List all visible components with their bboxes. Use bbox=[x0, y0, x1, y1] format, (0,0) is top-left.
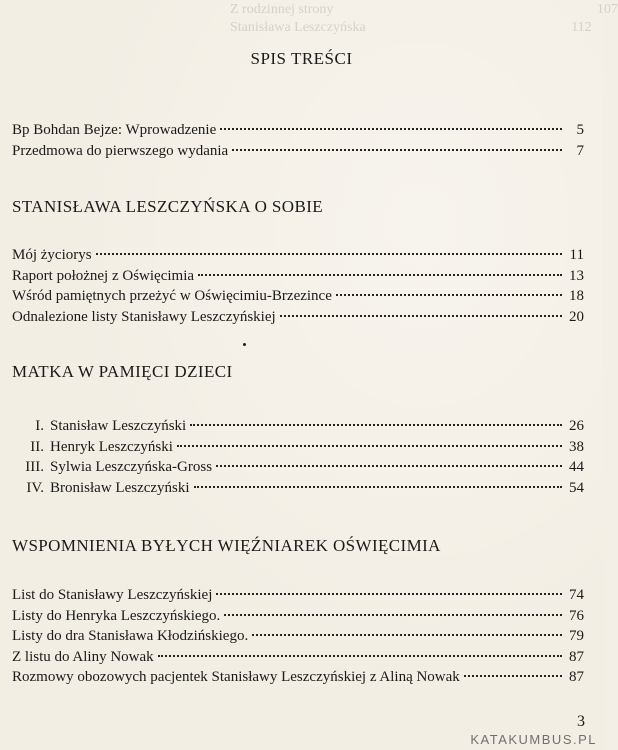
toc-entry-page: 11 bbox=[569, 247, 584, 263]
toc-entry-label: Bronisław Leszczyński bbox=[50, 479, 190, 496]
dot-leader bbox=[252, 634, 562, 636]
dot-leader bbox=[158, 655, 562, 657]
toc-entry-label: Listy do dra Stanisława Kłodzińskiego. bbox=[12, 628, 249, 644]
dot-leader bbox=[177, 445, 562, 447]
toc-entry-page: 79 bbox=[569, 628, 584, 644]
toc-entry-label: Przedmowa do pierwszego wydania bbox=[12, 142, 229, 159]
watermark: KATAKUMBUS.PL bbox=[470, 732, 597, 747]
dot-leader bbox=[464, 675, 562, 677]
section-2-list bbox=[12, 416, 584, 498]
toc-entry[interactable] bbox=[12, 606, 584, 627]
separator-dot bbox=[243, 343, 246, 346]
toc-entry-introduction[interactable] bbox=[12, 120, 584, 141]
dot-leader bbox=[198, 274, 562, 276]
toc-entry[interactable] bbox=[12, 478, 584, 499]
dot-leader bbox=[232, 149, 562, 151]
toc-entry-label: Z listu do Aliny Nowak bbox=[12, 648, 154, 665]
toc-entry-preface[interactable] bbox=[12, 141, 584, 162]
section-heading-2: MATKA W PAMIĘCI DZIECI bbox=[12, 362, 233, 381]
toc-entry-page: 18 bbox=[569, 288, 584, 304]
toc-entry-page: 7 bbox=[576, 142, 584, 159]
dot-leader bbox=[190, 424, 562, 426]
toc-entry[interactable] bbox=[12, 416, 584, 437]
toc-entry-page: 76 bbox=[569, 607, 584, 624]
dot-leader bbox=[336, 294, 562, 296]
page-number: 3 bbox=[577, 713, 585, 730]
toc-entry-label: Odnalezione listy Stanisławy Leszczyńskiej bbox=[12, 308, 276, 325]
toc-entry-page: 74 bbox=[569, 587, 584, 603]
bleed-through-line-1: Z rodzinnej strony 107 bbox=[230, 2, 618, 17]
toc-entry[interactable] bbox=[12, 437, 584, 458]
dot-leader bbox=[216, 465, 562, 467]
toc-entry[interactable] bbox=[12, 266, 584, 287]
toc-entry-label: Bp Bohdan Bejze: Wprowadzenie bbox=[12, 122, 217, 138]
toc-entry[interactable] bbox=[12, 647, 584, 668]
dot-leader bbox=[216, 593, 562, 595]
toc-entry-label: Henryk Leszczyński bbox=[50, 438, 173, 455]
dot-leader bbox=[280, 315, 562, 317]
toc-entry-page: 26 bbox=[569, 418, 584, 434]
intro-list bbox=[12, 120, 584, 161]
section-heading-1: STANISŁAWA LESZCZYŃSKA O SOBIE bbox=[12, 197, 324, 216]
toc-entry-page: 5 bbox=[576, 122, 584, 138]
toc-entry[interactable] bbox=[12, 585, 584, 606]
toc-entry[interactable] bbox=[12, 286, 584, 307]
toc-entry[interactable] bbox=[12, 245, 584, 266]
toc-entry-label: Wśród pamiętnych przeżyć w Oświęcimiu-Brzezince bbox=[12, 288, 332, 304]
section-heading-3: WSPOMNIENIA BYŁYCH WIĘŹNIAREK OŚWIĘCIMIA bbox=[12, 536, 441, 555]
toc-entry[interactable] bbox=[12, 667, 584, 688]
toc-entry-label: Mój życiorys bbox=[12, 247, 92, 263]
dot-leader bbox=[224, 614, 562, 616]
dot-leader bbox=[194, 486, 562, 488]
toc-entry-page: 44 bbox=[569, 459, 584, 475]
toc-entry-page: 13 bbox=[569, 267, 584, 284]
toc-entry-page: 38 bbox=[569, 438, 584, 455]
toc-entry-page: 54 bbox=[569, 479, 584, 496]
toc-entry[interactable] bbox=[12, 307, 584, 328]
section-1-list bbox=[12, 245, 584, 327]
section-3-list bbox=[12, 585, 584, 688]
toc-entry-page: 20 bbox=[569, 308, 584, 325]
toc-entry[interactable] bbox=[12, 626, 584, 647]
bleed-through-line-2: Stanisława Leszczyńska 112 bbox=[230, 20, 592, 35]
page-title: SPIS TREŚCI bbox=[250, 49, 353, 68]
toc-entry-label: Listy do Henryka Leszczyńskiego. bbox=[12, 607, 221, 624]
toc-entry-label: Raport położnej z Oświęcimia bbox=[12, 267, 195, 284]
dot-leader bbox=[96, 253, 562, 255]
toc-entry-page: 87 bbox=[569, 648, 584, 665]
dot-leader bbox=[220, 128, 562, 130]
chapter-number: III. bbox=[25, 459, 44, 475]
toc-entry-label: Sylwia Leszczyńska-Gross bbox=[50, 459, 213, 475]
toc-entry-label: Rozmowy obozowych pacjentek Stanisławy Leszczyńskiej z Aliną Nowak bbox=[12, 669, 460, 685]
chapter-number: II. bbox=[30, 438, 44, 455]
toc-entry-page: 87 bbox=[569, 669, 584, 685]
toc-entry[interactable] bbox=[12, 457, 584, 478]
toc-entry-label: Stanisław Leszczyński bbox=[50, 418, 187, 434]
chapter-number: I. bbox=[35, 418, 44, 434]
chapter-number: IV. bbox=[26, 479, 44, 496]
toc-entry-label: List do Stanisławy Leszczyńskiej bbox=[12, 587, 213, 603]
